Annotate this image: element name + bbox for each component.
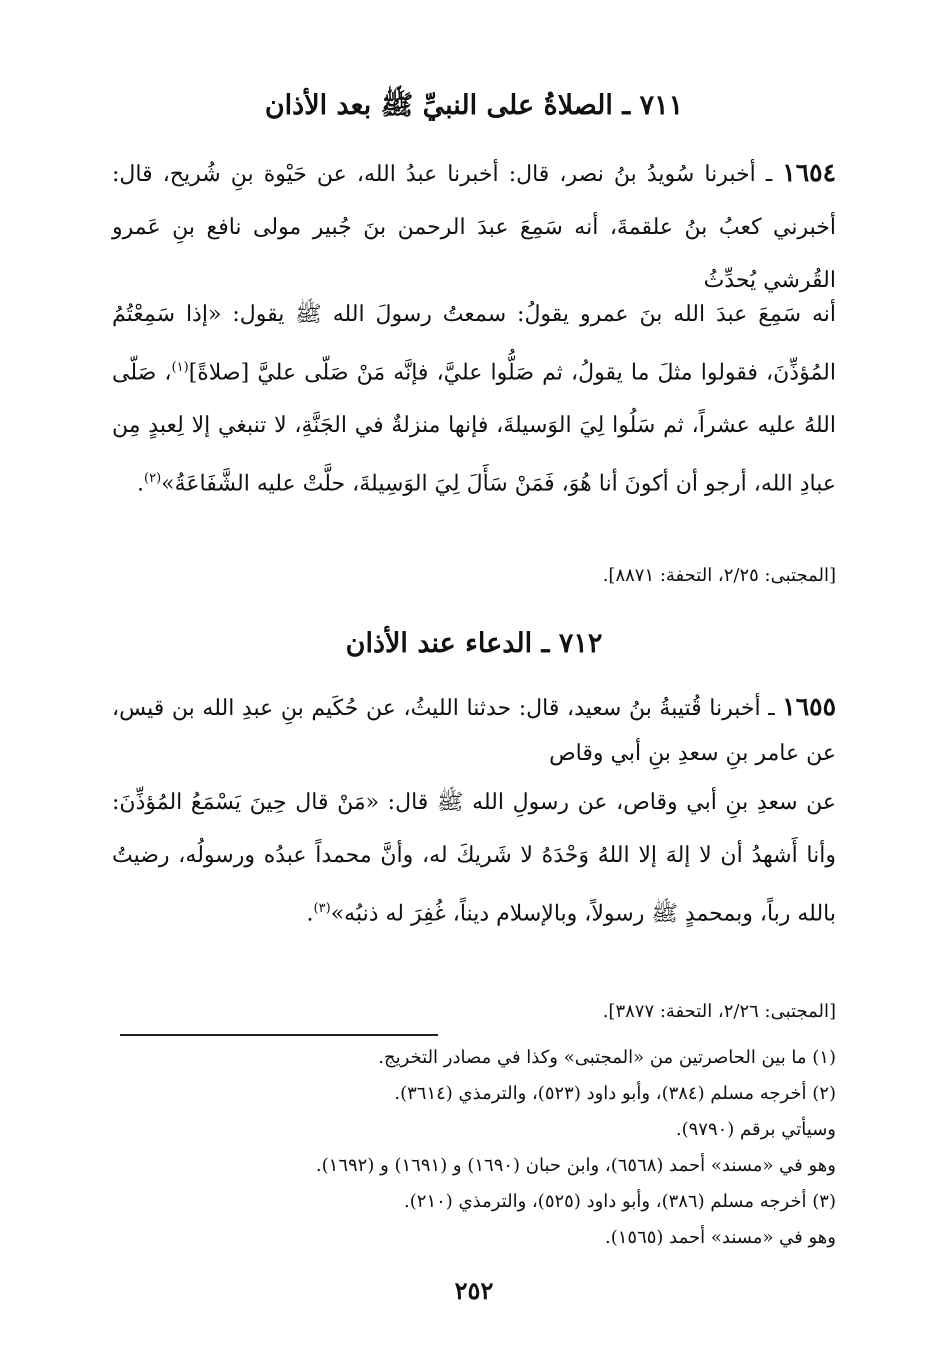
matn-text: عن سعدِ بنِ أبي وقاص، عن رسولِ الله ﷺ قال: «مَنْ قال حِينَ يَسْمَعُ المُؤذِّنَ: وأنا أَشهدُ أن لا إلهَ إلا اللهُ وَحْدَهُ لا شَريكَ له، وأنَّ محمداً عبدُه ورسولُه، رضيتُ بالله رباً، وبمحمدٍ ﷺ رسولاً، وبالإسلام ديناً، غُفِرَ له ذنبُه» [112, 790, 836, 927]
page-number: ٢٥٢ [454, 1276, 494, 1305]
isnad-text: ـ أخبرنا سُويدُ بنُ نصر، قال: أخبرنا عبدُ الله، عن حَيْوة بنِ شُريح، قال: أخبرني كعبُ بنُ علقمةَ، أنه سَمِعَ عبدَ الرحمن بنَ جُبير مولى نافع بنِ عَمرو القُرشي يُحدِّثُ [112, 162, 836, 293]
hadith-number: ١٦٥٤ [782, 158, 836, 187]
footnote-mark: (٢) [144, 471, 162, 487]
hadith-1655-body [112, 776, 836, 940]
footnote-2: (٢) أخرجه مسلم (٣٨٤)، وأبو داود (٥٢٣)، والترمذي (٣٦١٤). [394, 1083, 836, 1104]
reference-line: [المجتبى: ٢/٢٥، التحفة: ٨٨٧١]. [602, 565, 836, 586]
matn-end: . [306, 901, 314, 927]
chapter-heading-711: ٧١١ ـ الصلاةُ على النبيِّ ﷺ بعد الأذان [264, 90, 684, 121]
footnote-3-cont: وهو في «مسند» أحمد (١٥٦٥). [604, 1227, 836, 1248]
hadith-1655-chain [112, 684, 836, 776]
footnote-3: (٣) أخرجه مسلم (٣٨٦)، وأبو داود (٥٢٥)، والترمذي (٢١٠). [404, 1191, 836, 1212]
footnote-mark: (١) [171, 360, 189, 375]
hadith-1654-body [112, 288, 836, 511]
matn-text-continued: ، صَلّى اللهُ عليه عشراً، ثم سَلُوا لِيَ الوَسيلةَ، فإنها منزلةٌ في الجَنَّةِ، لا تنبغي إلا لِعبدٍ مِن عبادِ الله، أرجو أن أكونَ أنا هُوَ، فَمَنْ سَأَلَ لِيَ الوَسِيلةَ، حلَّتْ عليه الشَّفَاعَةُ» [112, 360, 836, 497]
footnote-2-cont: وهو في «مسند» أحمد (٦٥٦٨)، وابن حبان (١٦٩٠) و (١٦٩١) و (١٦٩٢). [315, 1155, 836, 1176]
matn-end: . [137, 471, 145, 497]
footnote-divider [120, 1034, 438, 1036]
footnote-2-cont: وسيأتي برقم (٩٧٩٠). [675, 1119, 836, 1140]
hadith-1654-chain [112, 146, 836, 307]
footnotes [112, 1040, 836, 1256]
chapter-heading-712: ٧١٢ ـ الدعاء عند الأذان [345, 628, 603, 659]
isnad-text: ـ أخبرنا قُتيبةُ بنُ سعيد، قال: حدثنا الليثُ، عن حُكَيم بنِ عبدِ الله بن قيس، عن عامر بنِ سعدِ بنِ أبي وقاص [112, 696, 836, 766]
footnote-mark: (٣) [313, 901, 331, 916]
footnote-1: (١) ما بين الحاصرتين من «المجتبى» وكذا في مصادر التخريج. [378, 1047, 836, 1068]
hadith-number: ١٦٥٥ [782, 692, 836, 721]
reference-line: [المجتبى: ٢/٢٦، التحفة: ٣٨٧٧]. [602, 1001, 836, 1022]
matn-text: أنه سَمِعَ عبدَ الله بنَ عمرو يقولُ: سمعتُ رسولَ الله ﷺ يقول: «إذا سَمِعْتُمُ المُؤذِّنَ، فقولوا مثلَ ما يقولُ، ثم صَلُّوا عليَّ، فإنَّه مَنْ صَلّى عليَّ [صلاةً] [112, 302, 836, 386]
